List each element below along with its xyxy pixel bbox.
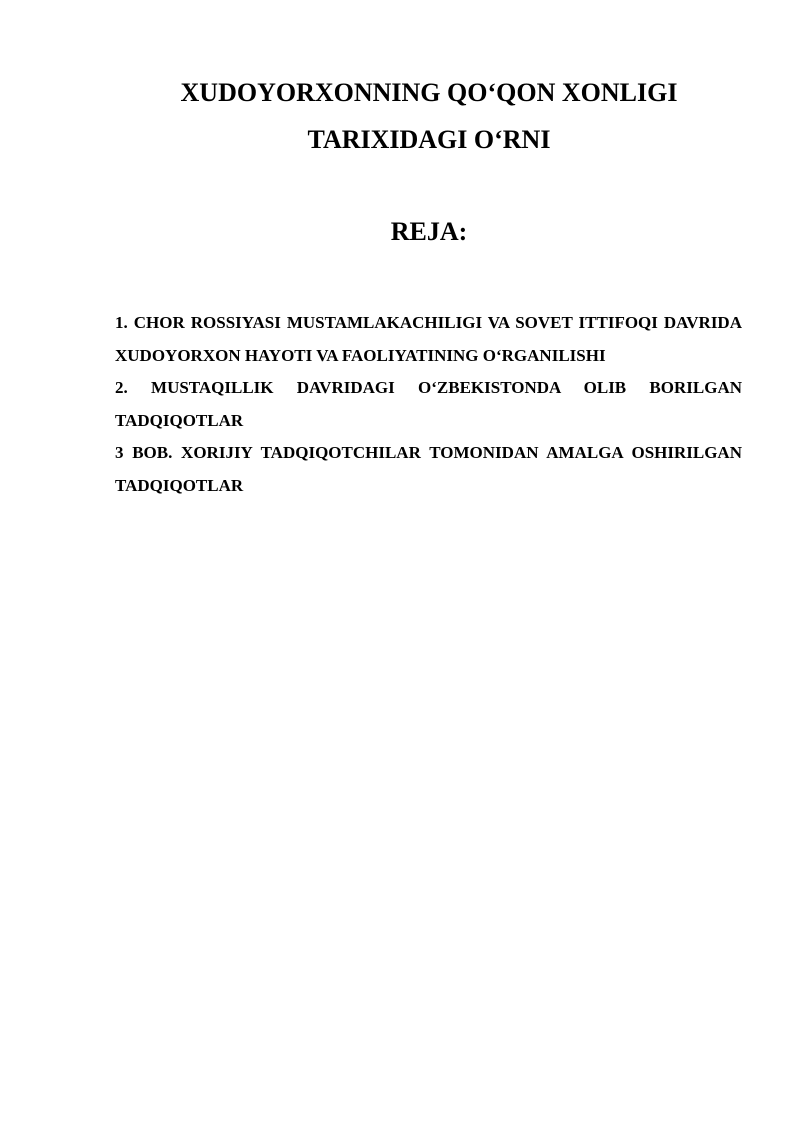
plan-item: 2. MUSTAQILLIK DAVRIDAGI O‘ZBEKISTONDA OLIB BORILGAN TADQIQOTLAR [115,378,742,430]
document-title-line-2: TARIXIDAGI O‘RNI [307,125,551,154]
document-title-line-1: XUDOYORXONNING QO‘QON XONLIGI [180,78,678,107]
plan-item: 1. CHOR ROSSIYASI MUSTAMLAKACHILIGI VA SOVET ITTIFOQI DAVRIDA XUDOYORXON HAYOTI VA FAOLIYATINING O‘RGANILISHI [115,313,742,365]
plan-heading: REJA: [390,217,468,246]
plan-list [115,307,742,502]
plan-item: 3 BOB. XORIJIY TADQIQOTCHILAR TOMONIDAN AMALGA OSHIRILGAN TADQIQOTLAR [115,443,742,495]
